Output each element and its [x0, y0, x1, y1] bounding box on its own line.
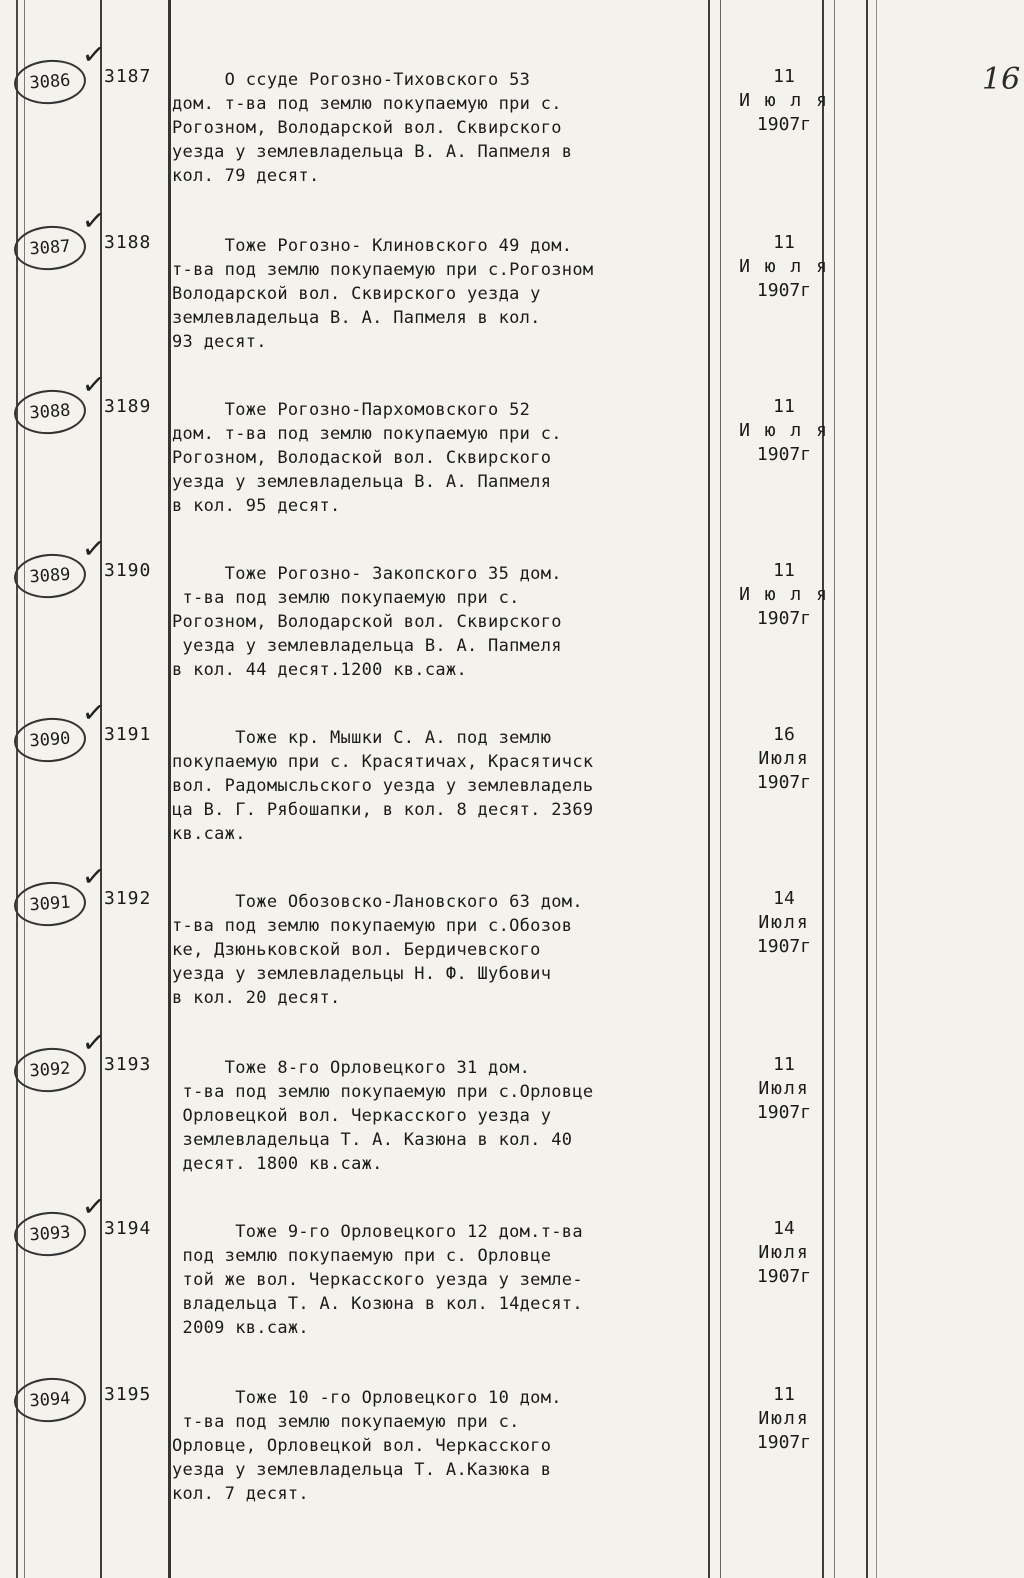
- file-number: 3192: [104, 888, 152, 909]
- description-line: т-ва под землю покупаемую при с.Орловце: [172, 1082, 594, 1102]
- file-number: 3187: [104, 66, 152, 87]
- register-entry: [0, 858, 1024, 1034]
- date-month: Июля: [758, 748, 810, 769]
- register-entry: [0, 1024, 1024, 1200]
- circled-old-number: 3088: [13, 388, 88, 437]
- description-line: О ссуде Рогозно-Тиховского 53: [172, 70, 531, 90]
- date-year: 1907г: [756, 114, 812, 135]
- description-line: уезда у землевладельца Т. А.Казюка в: [172, 1460, 552, 1480]
- description-line: вол. Радомысльского уезда у землевладель: [172, 776, 594, 796]
- description-line: Орловце, Орловецкой вол. Черкасского: [172, 1436, 552, 1456]
- description-line: землевладельца В. А. Папмеля в кол.: [172, 308, 541, 328]
- date-month: И ю л я: [739, 90, 829, 111]
- description-line: уезда у землевладельца В. А. Папмеля: [172, 472, 552, 492]
- check-mark-icon: ✓: [80, 858, 108, 895]
- circled-old-number: 3094: [13, 1376, 88, 1425]
- description-line: той же вол. Черкасского уезда у земле-: [172, 1270, 583, 1290]
- description-line: кв.саж.: [172, 824, 246, 844]
- date-year: 1907г: [756, 280, 812, 301]
- description-line: под землю покупаемую при с. Орловце: [172, 1246, 552, 1266]
- description-line: Тоже Рогозно-Пархомовского 52: [172, 400, 531, 420]
- description-line: 93 десят.: [172, 332, 267, 352]
- register-entry: [0, 366, 1024, 542]
- description-line: дом. т-ва под землю покупаемую при с.: [172, 94, 562, 114]
- description-line: Тоже Рогозно- Клиновского 49 дом.: [172, 236, 573, 256]
- description-line: Тоже 10 -го Орловецкого 10 дом.: [172, 1388, 562, 1408]
- description-line: землевладельца Т. А. Казюна в кол. 40: [172, 1130, 573, 1150]
- check-mark-icon: ✓: [80, 1024, 108, 1061]
- file-number: 3191: [104, 724, 152, 745]
- register-entry: [0, 530, 1024, 706]
- register-entry: [0, 1188, 1024, 1364]
- date-day: 11: [773, 232, 795, 253]
- entry-description: [172, 1056, 732, 1176]
- entry-description: [172, 890, 732, 1010]
- entry-description: [172, 68, 732, 188]
- handwritten-page-number: 16: [982, 62, 1021, 97]
- check-mark-icon: ✓: [80, 1188, 108, 1225]
- register-entry: [0, 694, 1024, 870]
- file-number: 3194: [104, 1218, 152, 1239]
- file-number: 3190: [104, 560, 152, 581]
- register-entry: [0, 1380, 1024, 1530]
- entry-description: [172, 398, 732, 518]
- date-year: 1907г: [756, 936, 812, 957]
- check-mark-icon: ✓: [80, 36, 108, 73]
- entry-description: [172, 562, 732, 682]
- description-line: Володарской вол. Сквирского уезда у: [172, 284, 541, 304]
- description-line: Тоже Рогозно- Закопского 35 дом.: [172, 564, 562, 584]
- file-number: 3188: [104, 232, 152, 253]
- description-line: в кол. 20 десят.: [172, 988, 341, 1008]
- description-line: т-ва под землю покупаемую при с.: [172, 588, 520, 608]
- description-line: в кол. 44 десят.1200 кв.саж.: [172, 660, 467, 680]
- description-line: Рогозном, Володаской вол. Сквирского: [172, 448, 552, 468]
- circled-old-number: 3091: [13, 880, 88, 929]
- description-line: покупаемую при с. Красятичах, Красятичск: [172, 752, 594, 772]
- circled-old-number: 3093: [13, 1210, 88, 1259]
- circled-old-number: 3089: [13, 552, 88, 601]
- date-month: И ю л я: [739, 420, 829, 441]
- date-day: 14: [773, 888, 795, 909]
- check-mark-icon: ✓: [80, 694, 108, 731]
- check-mark-icon: ✓: [80, 202, 108, 239]
- date-day: 11: [773, 396, 795, 417]
- date-day: 16: [773, 724, 795, 745]
- date-day: 11: [773, 1384, 795, 1405]
- description-line: Тоже кр. Мышки С. А. под землю: [172, 728, 552, 748]
- description-line: кол. 7 десят.: [172, 1484, 309, 1504]
- description-line: уезда у землевладельца В. А. Папмеля в: [172, 142, 573, 162]
- description-line: Тоже Обозовско-Лановского 63 дом.: [172, 892, 583, 912]
- file-number: 3189: [104, 396, 152, 417]
- date-day: 11: [773, 560, 795, 581]
- date-month: Июля: [758, 1242, 810, 1263]
- entry-description: [172, 1220, 732, 1340]
- description-line: 2009 кв.саж.: [172, 1318, 309, 1338]
- description-line: Орловецкой вол. Черкасского уезда у: [172, 1106, 552, 1126]
- description-line: ца В. Г. Рябошапки, в кол. 8 десят. 2369: [172, 800, 594, 820]
- check-mark-icon: ✓: [80, 530, 108, 567]
- date-day: 11: [773, 66, 795, 87]
- date-year: 1907г: [756, 772, 812, 793]
- date-month: Июля: [758, 1408, 810, 1429]
- description-line: в кол. 95 десят.: [172, 496, 341, 516]
- description-line: ке, Дзюньковской вол. Бердичевского: [172, 940, 541, 960]
- circled-old-number: 3090: [13, 716, 88, 765]
- description-line: Тоже 8-го Орловецкого 31 дом.: [172, 1058, 531, 1078]
- description-line: т-ва под землю покупаемую при с.Рогозном: [172, 260, 594, 280]
- date-year: 1907г: [756, 1432, 812, 1453]
- description-line: т-ва под землю покупаемую при с.: [172, 1412, 520, 1432]
- check-mark-icon: ✓: [80, 366, 108, 403]
- register-entry: [0, 202, 1024, 378]
- description-line: уезда у землевладельца В. А. Папмеля: [172, 636, 562, 656]
- date-year: 1907г: [756, 608, 812, 629]
- date-year: 1907г: [756, 1102, 812, 1123]
- circled-old-number: 3086: [13, 58, 88, 107]
- date-month: И ю л я: [739, 256, 829, 277]
- entry-description: [172, 726, 732, 846]
- entry-description: [172, 234, 732, 354]
- description-line: Рогозном, Володарской вол. Сквирского: [172, 612, 562, 632]
- circled-old-number: 3092: [13, 1046, 88, 1095]
- circled-old-number: 3087: [13, 224, 88, 273]
- description-line: владельца Т. А. Козюна в кол. 14десят.: [172, 1294, 583, 1314]
- description-line: т-ва под землю покупаемую при с.Обозов: [172, 916, 573, 936]
- file-number: 3193: [104, 1054, 152, 1075]
- description-line: дом. т-ва под землю покупаемую при с.: [172, 424, 562, 444]
- date-year: 1907г: [756, 1266, 812, 1287]
- description-line: десят. 1800 кв.саж.: [172, 1154, 383, 1174]
- file-number: 3195: [104, 1384, 152, 1405]
- description-line: Рогозном, Володарской вол. Сквирского: [172, 118, 562, 138]
- date-month: Июля: [758, 1078, 810, 1099]
- date-day: 14: [773, 1218, 795, 1239]
- date-year: 1907г: [756, 444, 812, 465]
- description-line: Тоже 9-го Орловецкого 12 дом.т-ва: [172, 1222, 583, 1242]
- date-day: 11: [773, 1054, 795, 1075]
- description-line: уезда у землевладельцы Н. Ф. Шубович: [172, 964, 552, 984]
- register-entry: [0, 36, 1024, 212]
- date-month: Июля: [758, 912, 810, 933]
- date-month: И ю л я: [739, 584, 829, 605]
- description-line: кол. 79 десят.: [172, 166, 320, 186]
- entry-description: [172, 1386, 732, 1506]
